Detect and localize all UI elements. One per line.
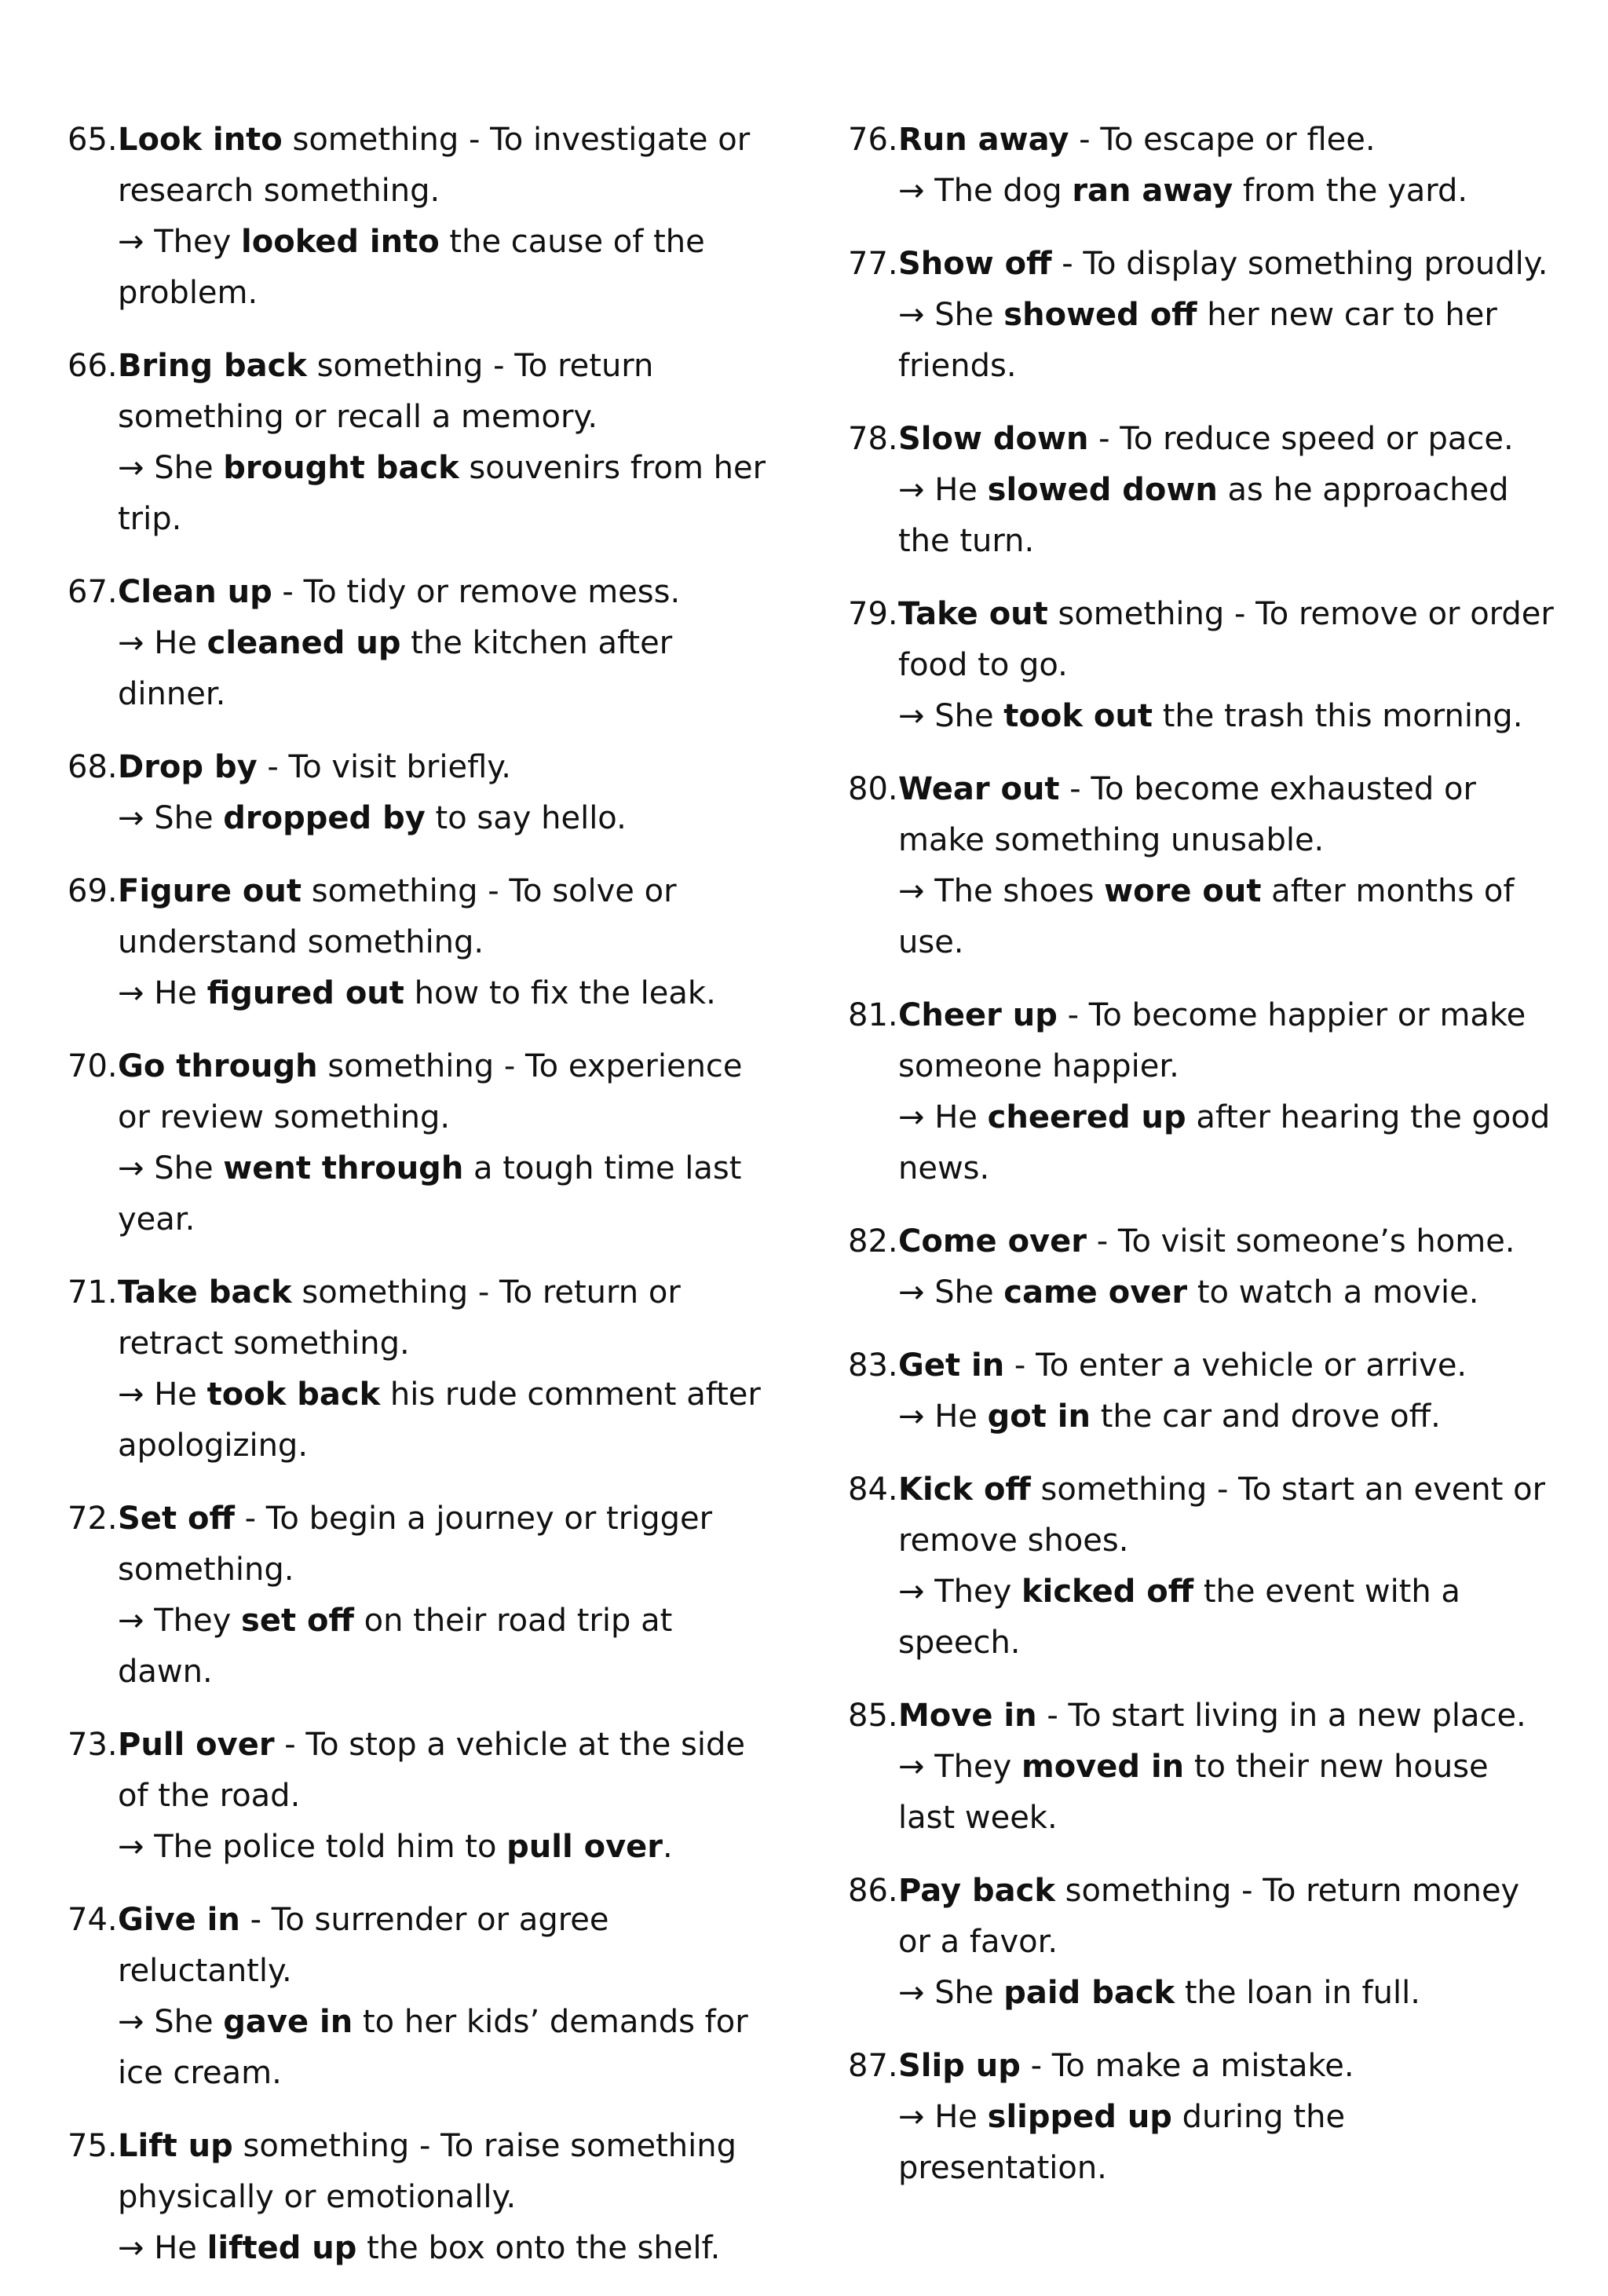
definition-text: something - To return or retract something. [118,1274,681,1362]
definition-text: - To visit someone’s home. [1086,1223,1515,1260]
phrasal-verb-term: Move in [898,1698,1037,1734]
phrasal-verb-term: Show off [898,246,1052,282]
example-sentence [898,290,1555,392]
example-sentence [118,618,774,720]
example-highlight: figured out [206,975,404,1011]
example-post: the event with a speech. [898,1574,1460,1661]
example-highlight: brought back [223,450,459,486]
example-highlight: came over [1003,1274,1188,1311]
left-column [68,115,774,2296]
example-post: his rude comment after apologizing. [118,1377,761,1464]
entry-number: 66. [68,348,118,384]
example-sentence [118,1997,774,2099]
example-sentence [118,968,774,1019]
example-pre: → She [898,698,1004,734]
entry-number: 71. [68,1274,118,1311]
definition [898,1223,1515,1260]
example-highlight: slowed down [987,472,1218,508]
phrasal-verb-term: Set off [118,1501,235,1537]
definition [118,2128,736,2215]
phrasal-verb-entry [848,414,1555,567]
example-highlight: gave in [223,2004,353,2040]
entry-number: 82. [848,1223,898,1260]
entry-number: 72. [68,1501,118,1537]
example-pre: → She [898,297,1004,333]
phrasal-verb-entry [68,115,774,319]
example-pre: → She [118,1150,224,1186]
example-post: as he approached the turn. [898,472,1509,559]
example-highlight: looked into [241,224,440,260]
phrasal-verb-entry [848,589,1555,742]
definition-text: - To visit briefly. [257,749,511,785]
definition [898,1472,1545,1559]
example-sentence [898,1968,1555,2019]
phrasal-verb-term: Bring back [118,348,307,384]
example-sentence [898,2092,1555,2194]
example-pre: → She [118,450,224,486]
example-post: . [663,1829,673,1865]
definition [118,348,653,435]
definition [118,1274,681,1362]
example-post: the box onto the shelf. [356,2230,721,2266]
definition-text: something - To experience or review something. [118,1048,743,1135]
definition-text: something - To raise something physically or emotionally. [118,2128,736,2215]
definition [118,1902,609,1989]
phrasal-verb-entry [68,1720,774,1873]
phrasal-verb-entry [848,239,1555,392]
entry-number: 79. [848,596,898,632]
definition [118,1048,743,1135]
phrasal-verb-term: Get in [898,1347,1005,1384]
example-pre: → The shoes [898,873,1105,909]
definition-text: - To begin a journey or trigger something. [118,1501,713,1588]
phrasal-verb-term: Cheer up [898,997,1058,1033]
phrasal-verb-entry [68,1267,774,1472]
definition [898,122,1376,158]
example-pre: → He [898,472,988,508]
example-pre: → He [118,625,207,661]
example-pre: → They [118,224,242,260]
phrasal-verb-term: Kick off [898,1472,1031,1508]
example-post: a tough time last year. [118,1150,742,1238]
phrasal-verb-entry [68,2121,774,2274]
example-sentence [898,1567,1555,1669]
example-highlight: took back [206,1377,381,1413]
entry-number: 86. [848,1873,898,1909]
example-post: her new car to her friends. [898,297,1497,384]
example-post: to say hello. [425,800,627,836]
phrasal-verb-entry [848,1340,1555,1442]
definition-text: something - To return money or a favor. [898,1873,1520,1960]
entry-number: 78. [848,421,898,457]
phrasal-verb-entry [68,1895,774,2099]
example-post: to their new house last week. [898,1749,1489,1836]
example-pre: → He [898,2099,988,2135]
phrasal-verb-entry [68,1041,774,1245]
example-pre: → The police told him to [118,1829,507,1865]
example-post: the trash this morning. [1152,698,1523,734]
example-pre: → She [118,800,224,836]
example-sentence [898,691,1555,742]
example-sentence [898,1391,1555,1442]
definition [898,1873,1519,1960]
example-pre: → He [118,2230,207,2266]
example-sentence [118,1822,774,1873]
entry-number: 83. [848,1347,898,1384]
example-highlight: slipped up [987,2099,1172,2135]
definition [898,1698,1526,1734]
example-highlight: showed off [1003,297,1197,333]
example-post: the kitchen after dinner. [118,625,673,712]
example-post: souvenirs from her trip. [118,450,766,537]
example-pre: → He [118,975,207,1011]
example-pre: → She [898,1274,1004,1311]
example-highlight: took out [1003,698,1153,734]
phrasal-verb-term: Slip up [898,2048,1021,2084]
definition [118,1501,712,1588]
entry-number: 76. [848,122,898,158]
phrasal-verb-term: Give in [118,1902,240,1938]
example-sentence [118,1596,774,1698]
definition-text: - To become happier or make someone happier. [898,997,1526,1084]
phrasal-verb-entry [68,742,774,844]
example-highlight: ran away [1072,173,1233,209]
example-pre: → He [898,1398,988,1435]
phrasal-verb-entry [848,1691,1555,1844]
phrasal-verb-term: Figure out [118,873,302,909]
phrasal-verb-entry [848,115,1555,217]
definition [898,771,1476,858]
definition-text: - To surrender or agree reluctantly. [118,1902,609,1989]
example-post: to watch a movie. [1187,1274,1479,1311]
example-post: how to fix the leak. [404,975,716,1011]
definition-text: - To start living in a new place. [1036,1698,1526,1734]
phrasal-verb-term: Run away [898,122,1069,158]
definition-text: something - To investigate or research something. [118,122,751,209]
entry-number: 68. [68,749,118,785]
definition-text: - To make a mistake. [1020,2048,1354,2084]
example-sentence [118,217,774,319]
phrasal-verb-entry [68,866,774,1019]
phrasal-verb-entry [848,990,1555,1194]
example-sentence [898,465,1555,567]
example-highlight: moved in [1021,1749,1185,1785]
phrasal-verb-term: Pull over [118,1727,275,1763]
definition-text: - To reduce speed or pace. [1088,421,1514,457]
example-post: during the presentation. [898,2099,1346,2186]
example-highlight: set off [241,1603,354,1639]
definition [118,574,680,610]
definition-text: - To tidy or remove mess. [272,574,681,610]
entry-number: 85. [848,1698,898,1734]
definition [118,749,511,785]
entry-number: 87. [848,2048,898,2084]
definition [898,2048,1354,2084]
example-pre: → He [118,1377,207,1413]
entry-number: 81. [848,997,898,1033]
definition-text: something - To remove or order food to go. [898,596,1554,683]
phrasal-verb-term: Clean up [118,574,272,610]
example-sentence [898,1092,1555,1194]
example-pre: → The dog [898,173,1073,209]
entry-number: 75. [68,2128,118,2164]
phrasal-verb-term: Pay back [898,1873,1055,1909]
definition [118,122,750,209]
phrasal-verb-term: Wear out [898,771,1060,807]
entry-number: 69. [68,873,118,909]
phrasal-verb-term: Go through [118,1048,318,1084]
phrasal-verb-entry [848,764,1555,968]
entry-number: 73. [68,1727,118,1763]
example-sentence [118,443,774,545]
example-pre: → She [898,1975,1004,2011]
example-sentence [898,1742,1555,1844]
example-highlight: kicked off [1021,1574,1194,1610]
example-highlight: cheered up [987,1099,1186,1135]
phrasal-verb-term: Slow down [898,421,1089,457]
example-highlight: wore out [1104,873,1262,909]
phrasal-verb-term: Come over [898,1223,1087,1260]
phrasal-verb-entry [848,1464,1555,1669]
definition [898,421,1514,457]
example-pre: → They [898,1749,1022,1785]
phrasal-verb-entry [68,567,774,720]
definition [898,246,1548,282]
example-sentence [898,166,1555,217]
example-highlight: pull over [506,1829,663,1865]
example-post: after months of use. [898,873,1515,960]
entry-number: 80. [848,771,898,807]
definition-text: - To display something proudly. [1051,246,1548,282]
phrasal-verb-entry [68,341,774,545]
entry-number: 65. [68,122,118,158]
example-post: the loan in full. [1175,1975,1420,2011]
entry-number: 74. [68,1902,118,1938]
example-post: to her kids’ demands for ice cream. [118,2004,748,2091]
example-sentence [118,793,774,844]
example-highlight: paid back [1003,1975,1175,2011]
definition-text: something - To solve or understand something. [118,873,677,960]
definition-text: - To escape or flee. [1069,122,1376,158]
phrasal-verb-term: Take out [898,596,1048,632]
example-sentence [118,1143,774,1245]
example-sentence [898,1267,1555,1318]
example-post: the car and drove off. [1091,1398,1441,1435]
example-post: on their road trip at dawn. [118,1603,673,1690]
definition-text: - To become exhausted or make something unusable. [898,771,1476,858]
example-highlight: dropped by [223,800,426,836]
example-pre: → They [118,1603,242,1639]
definition [118,1727,745,1814]
example-post: the cause of the problem. [118,224,705,311]
phrasal-verb-entry [848,1866,1555,2019]
phrasal-verb-term: Lift up [118,2128,233,2164]
entry-number: 77. [848,246,898,282]
definition-text: something - To return something or recall a memory. [118,348,654,435]
example-sentence [118,1369,774,1472]
example-highlight: got in [987,1398,1091,1435]
example-highlight: went through [223,1150,464,1186]
definition-text: - To stop a vehicle at the side of the road. [118,1727,745,1814]
example-highlight: lifted up [206,2230,357,2266]
definition [118,873,677,960]
phrasal-verb-term: Drop by [118,749,258,785]
phrasal-verb-entry [848,2041,1555,2194]
definition [898,1347,1467,1384]
example-highlight: cleaned up [206,625,401,661]
example-post: after hearing the good news. [898,1099,1551,1186]
right-column [848,115,1555,2216]
entry-number: 67. [68,574,118,610]
phrasal-verb-term: Look into [118,122,283,158]
phrasal-verb-entry [848,1216,1555,1318]
phrasal-verb-term: Take back [118,1274,292,1311]
example-pre: → They [898,1574,1022,1610]
example-post: from the yard. [1233,173,1468,209]
definition-text: something - To start an event or remove shoes. [898,1472,1546,1559]
example-pre: → He [898,1099,988,1135]
definition [898,997,1526,1084]
example-sentence [898,866,1555,968]
example-pre: → She [118,2004,224,2040]
entry-number: 84. [848,1472,898,1508]
phrasal-verb-entry [68,1493,774,1698]
example-sentence [118,2223,774,2274]
definition [898,596,1554,683]
definition-text: - To enter a vehicle or arrive. [1004,1347,1467,1384]
entry-number: 70. [68,1048,118,1084]
